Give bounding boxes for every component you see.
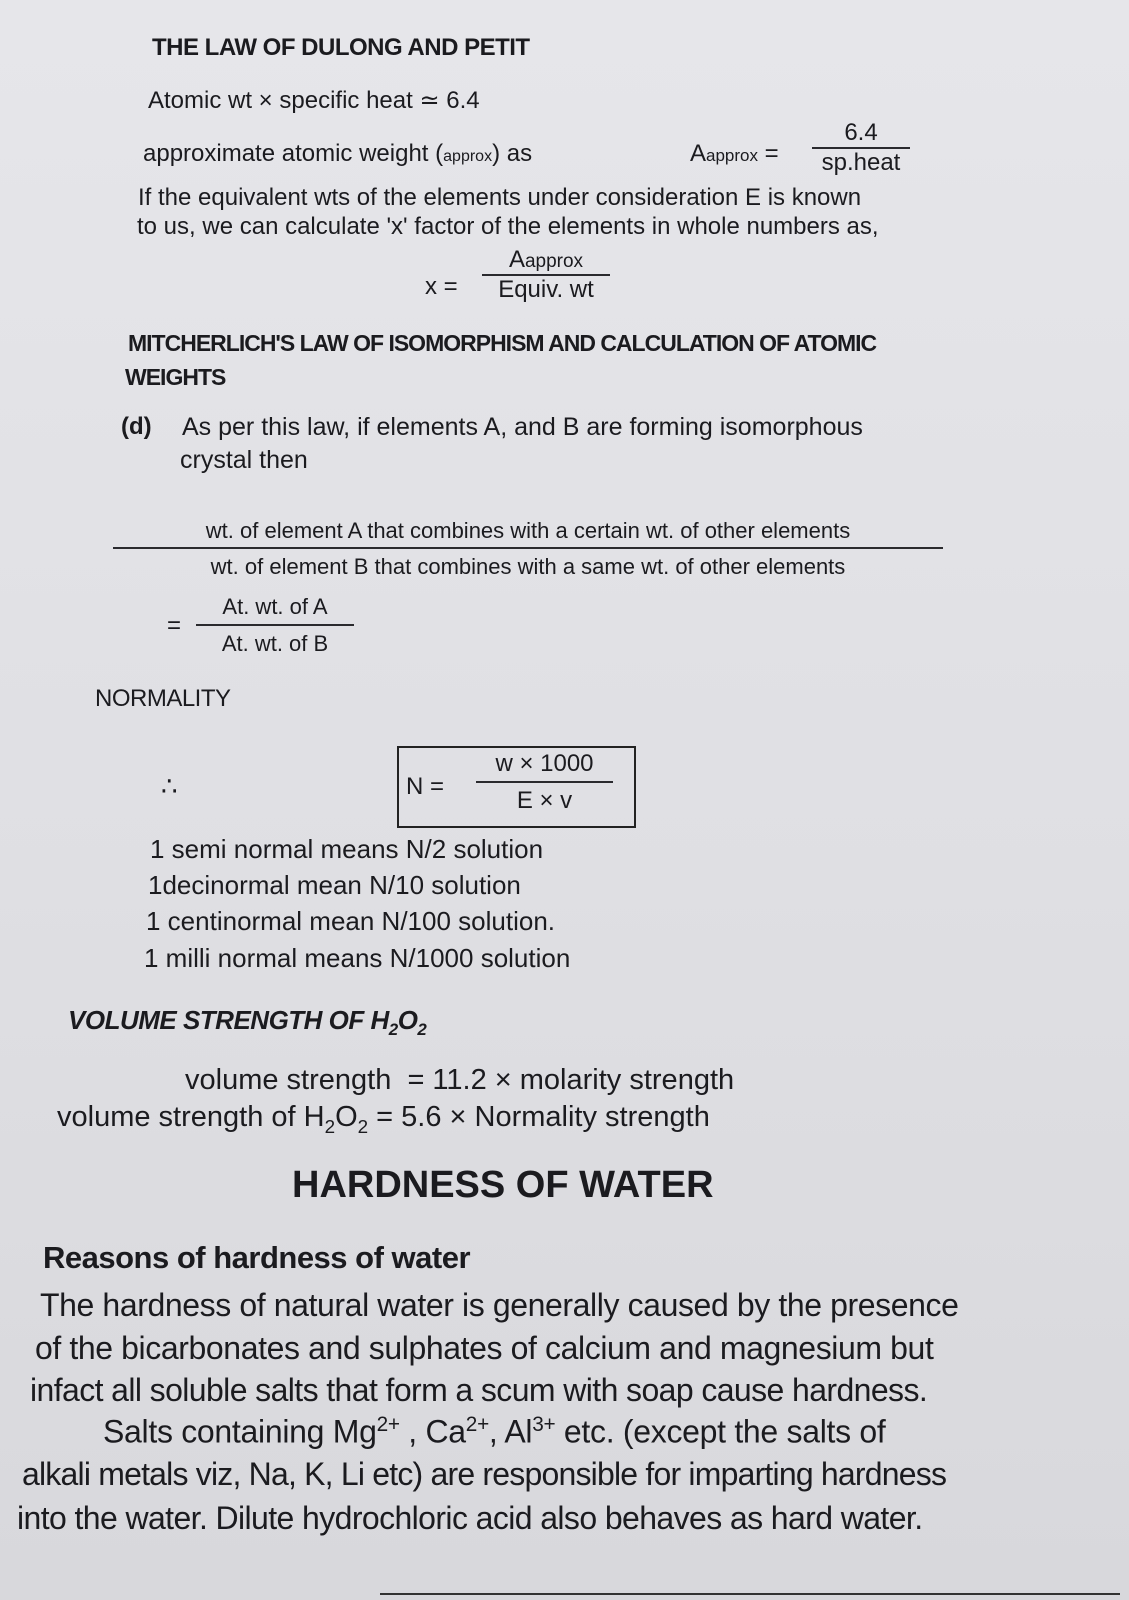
frac-num: 6.4 (844, 119, 878, 146)
volume-line-1: volume strength = 11.2 × molarity strength (185, 1064, 735, 1096)
volume-line-2-o: O (335, 1101, 358, 1133)
hardness-title: HARDNESS OF WATER (292, 1164, 714, 1206)
atwt-fraction (196, 594, 354, 657)
n-equals: N = (406, 773, 445, 800)
ratio-equals: = (167, 612, 182, 639)
mitcherlich-label: (d) (121, 413, 152, 440)
sp-heat-fraction (812, 119, 910, 177)
dulong-para1: If the equivalent wts of the elements under consideration E is known (138, 184, 862, 211)
p2-end: etc. (except the salts of (555, 1413, 886, 1450)
volume-heading (68, 1005, 426, 1040)
norm-num: w × 1000 (495, 750, 594, 777)
al-charge: 3+ (532, 1413, 556, 1436)
ratio-fraction (113, 518, 943, 580)
norm-den: E × v (516, 786, 573, 814)
page-bottom-line (380, 1593, 1120, 1595)
x-num-a: A (508, 246, 525, 273)
atwt-num: At. wt. of A (222, 594, 328, 619)
volume-heading-o: O (397, 1005, 418, 1035)
mg-charge: 2+ (376, 1413, 400, 1436)
therefore-symbol: ∴ (161, 771, 178, 801)
volume-line-2-pre: volume strength of H (57, 1101, 325, 1133)
x-fraction (482, 246, 610, 304)
normality-heading: NORMALITY (95, 685, 231, 712)
normality-line-4: 1 milli normal means N/1000 solution (144, 943, 571, 973)
hardness-p1-line3: infact all soluble salts that form a scum with soap cause hardness. (30, 1372, 928, 1408)
a-approx-symbol (690, 140, 779, 168)
ca-charge: 2+ (465, 1413, 489, 1436)
dulong-heading: THE LAW OF DULONG AND PETIT (152, 34, 530, 61)
normality-line-2: 1decinormal mean N/10 solution (148, 870, 521, 900)
x-den: Equiv. wt (498, 275, 594, 303)
approx-sub: approx (706, 146, 758, 165)
equals-sign: = (764, 140, 779, 167)
p2-al: , Al (488, 1413, 533, 1450)
ratio-den: wt. of element B that combines with a same wt. of other elements (210, 553, 846, 579)
line2-pre: approximate atomic weight ( (143, 140, 444, 167)
mitcherlich-text-1: As per this law, if elements A, and B are forming isomorphous (182, 413, 863, 441)
x-num-approx: approx (524, 251, 584, 272)
normality-fraction (476, 750, 613, 815)
dulong-para2: to us, we can calculate 'x' factor of the elements in whole numbers as, (137, 213, 879, 240)
normality-line-1: 1 semi normal means N/2 solution (150, 834, 544, 864)
mitcherlich-heading-2: WEIGHTS (125, 364, 226, 390)
dulong-line2 (143, 140, 532, 168)
hardness-p1-line2: of the bicarbonates and sulphates of calcium and magnesium but (35, 1330, 934, 1366)
p2-ca: , Ca (399, 1413, 466, 1450)
hardness-p2-line2: alkali metals viz, Na, K, Li etc) are responsible for imparting hardness (22, 1456, 947, 1492)
a-letter: A (690, 140, 707, 167)
dulong-line1: Atomic wt × specific heat ≃ 6.4 (148, 87, 480, 114)
approx-label-1: approx (443, 148, 493, 165)
atwt-den: At. wt. of B (221, 630, 329, 656)
x-num (482, 246, 610, 274)
volume-line-2 (57, 1101, 710, 1138)
volume-line-2-sub2: 2 (357, 1115, 369, 1137)
normality-line-3: 1 centinormal mean N/100 solution. (146, 906, 556, 936)
line2-mid: ) as (492, 140, 533, 167)
volume-heading-sub1: 2 (388, 1020, 398, 1040)
volume-line-2-sub1: 2 (324, 1115, 336, 1137)
x-equals: x = (425, 273, 458, 300)
volume-line-2-post: = 5.6 × Normality strength (368, 1101, 710, 1133)
hardness-p2-line3: into the water. Dilute hydrochloric acid also behaves as hard water. (17, 1500, 923, 1536)
ratio-num: wt. of element A that combines with a certain wt. of other elements (205, 518, 851, 543)
frac-den: sp.heat (821, 148, 901, 176)
p2-start: Salts containing Mg (103, 1413, 377, 1450)
mitcherlich-text-2: crystal then (180, 446, 308, 474)
hardness-p2-line1 (103, 1413, 885, 1451)
volume-heading-pre: VOLUME STRENGTH OF H (68, 1005, 389, 1035)
hardness-p1-line1: The hardness of natural water is generally caused by the presence (40, 1287, 959, 1323)
mitcherlich-heading-1: MITCHERLICH'S LAW OF ISOMORPHISM AND CALCULATION OF ATOMIC (128, 330, 877, 356)
hardness-subheading: Reasons of hardness of water (43, 1240, 471, 1275)
volume-heading-sub2: 2 (417, 1020, 427, 1040)
